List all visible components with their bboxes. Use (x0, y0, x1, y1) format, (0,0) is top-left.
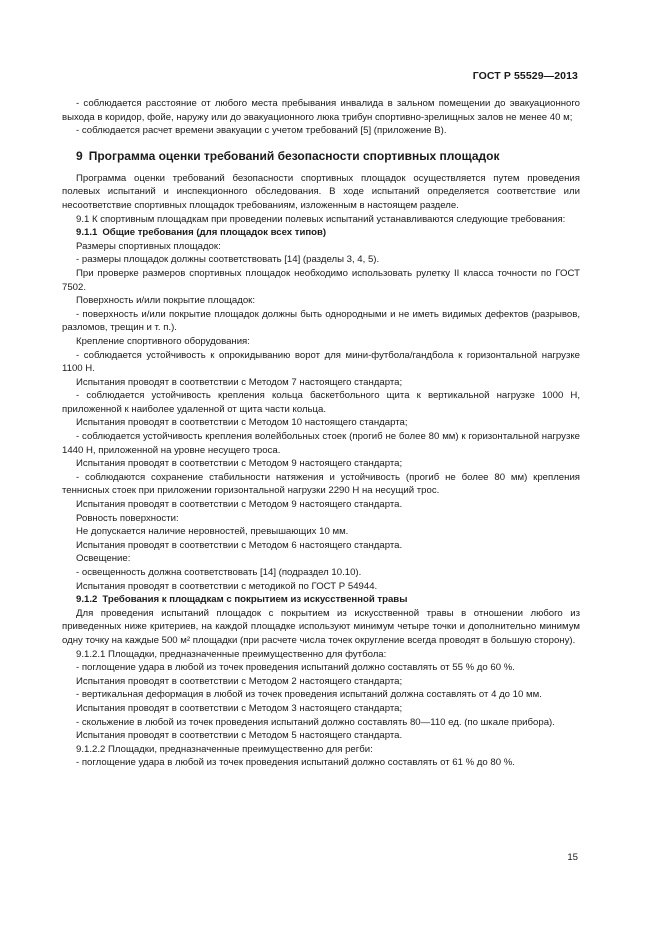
paragraph: - вертикальная деформация в любой из точек проведения испытаний должна составлять от 4 до 10 мм. (76, 689, 542, 701)
section-title: Программа оценки требований безопасности спортивных площадок (88, 148, 500, 163)
page-content (62, 97, 580, 770)
paragraph: - соблюдается расстояние от любого места пребывания инвалида в зальном помещении до эвакуационного выхода в коридор, фойе, наружу или до эвакуационного люка трибун спортивно-зрелищных залов не менее 40 м; (62, 98, 580, 123)
subsection-911-heading (62, 226, 580, 240)
paragraph: - соблюдается устойчивость к опрокидыванию ворот для мини-футбола/гандбола к горизонтальной нагрузке 1100 Н. (62, 349, 580, 375)
paragraph: Программа оценки требований безопасности спортивных площадок осуществляется путем проведения полевых испытаний и инспекционного обследования. В ходе испытаний определяется соответствие или несоответствие спортивных площадок требованиям, изложенным в настоящем разделе. (62, 172, 580, 211)
paragraph: При проверке размеров спортивных площадок необходимо использовать рулетку II класса точности по ГОСТ 7502. (62, 267, 580, 293)
paragraph: - соблюдается устойчивость крепления волейбольных стоек (прогиб не более 80 мм) к горизонтальной нагрузке 1440 Н, приложенной на уровне несущего троса. (62, 431, 580, 456)
paragraph: Испытания проводят в соответствии с Методом 9 настоящего стандарта. (76, 499, 403, 511)
subsection-912-heading (62, 593, 580, 607)
paragraph: Испытания проводят в соответствии с Методом 2 настоящего стандарта; (76, 675, 403, 687)
subsection-title: Требования к площадкам с покрытием из искусственной травы (102, 594, 408, 606)
paragraph: 9.1.2.2 Площадки, предназначенные преимущественно для регби: (76, 743, 373, 755)
paragraph: - размеры площадок должны соответствовать [14] (разделы 3, 4, 5). (76, 254, 380, 266)
paragraph: Освещение: (76, 553, 131, 565)
section-9-heading (62, 148, 580, 164)
paragraph: - освещенность должна соответствовать [14] (подраздел 10.10). (76, 567, 362, 578)
paragraph: - скольжение в любой из точек проведения испытаний должно составлять 80—110 ед. (по шкале прибора). (76, 716, 555, 728)
paragraph: - соблюдается устойчивость крепления кольца баскетбольного щита к вертикальной нагрузке 1000 Н, приложенной к наиболее удаленной от щита части кольца. (62, 390, 580, 415)
paragraph: Испытания проводят в соответствии с Методом 10 настоящего стандарта; (76, 417, 408, 429)
paragraph: Для проведения испытаний площадок с покрытием из искусственной травы в отношении любого из приведенных ниже критериев, на каждой площадке используют минимум четыре точки и дополнительно минимум одну точку на каждые 500 м² площадки (при расчете числа точек округление всегда проводят в большую сторону). (62, 607, 580, 646)
paragraph: - поглощение удара в любой из точек проведения испытаний должно составлять от 55 % до 60 %. (76, 662, 515, 674)
paragraph: - поглощение удара в любой из точек проведения испытаний должно составлять от 61 % до 80 %. (76, 757, 515, 769)
paragraph: - поверхность и/или покрытие площадок должны быть однородными и не иметь видимых дефектов (разрывов, разломов, трещин и т. п.). (62, 308, 580, 334)
paragraph: 9.1 К спортивным площадкам при проведении полевых испытаний устанавливаются следующие требования: (76, 213, 566, 225)
paragraph: Поверхность и/или покрытие площадок: (76, 295, 256, 307)
subsection-number: 9.1.1 (76, 227, 98, 239)
paragraph: - соблюдается расчет времени эвакуации с учетом требований [5] (приложение В). (76, 125, 447, 137)
paragraph: Испытания проводят в соответствии с Методом 7 настоящего стандарта; (76, 376, 403, 388)
paragraph: Размеры спортивных площадок: (76, 240, 221, 252)
paragraph: - соблюдаются сохранение стабильности натяжения и устойчивость (прогиб не более 80 мм) крепления теннисных стоек при приложении горизонтальной нагрузки 2290 Н на несущий трос. (62, 471, 580, 497)
paragraph: Испытания проводят в соответствии с Методом 6 настоящего стандарта. (76, 539, 403, 551)
paragraph: Не допускается наличие неровностей, превышающих 10 мм. (76, 526, 349, 538)
subsection-number: 9.1.2 (76, 594, 98, 606)
paragraph: Ровность поверхности: (76, 512, 179, 524)
document-header: ГОСТ Р 55529—2013 (472, 70, 578, 82)
paragraph: 9.1.2.1 Площадки, предназначенные преимущественно для футбола: (76, 648, 387, 660)
subsection-title: Общие требования (для площадок всех типов) (102, 227, 327, 239)
paragraph: Крепление спортивного оборудования: (76, 335, 250, 347)
paragraph: Испытания проводят в соответствии с Методом 3 настоящего стандарта; (76, 702, 403, 714)
paragraph: Испытания проводят в соответствии с Методом 9 настоящего стандарта; (76, 458, 403, 470)
paragraph: Испытания проводят в соответствии с методикой по ГОСТ Р 54944. (76, 580, 378, 592)
section-number: 9 (76, 148, 83, 163)
paragraph: Испытания проводят в соответствии с Методом 5 настоящего стандарта. (76, 730, 403, 742)
page-number: 15 (567, 852, 578, 863)
